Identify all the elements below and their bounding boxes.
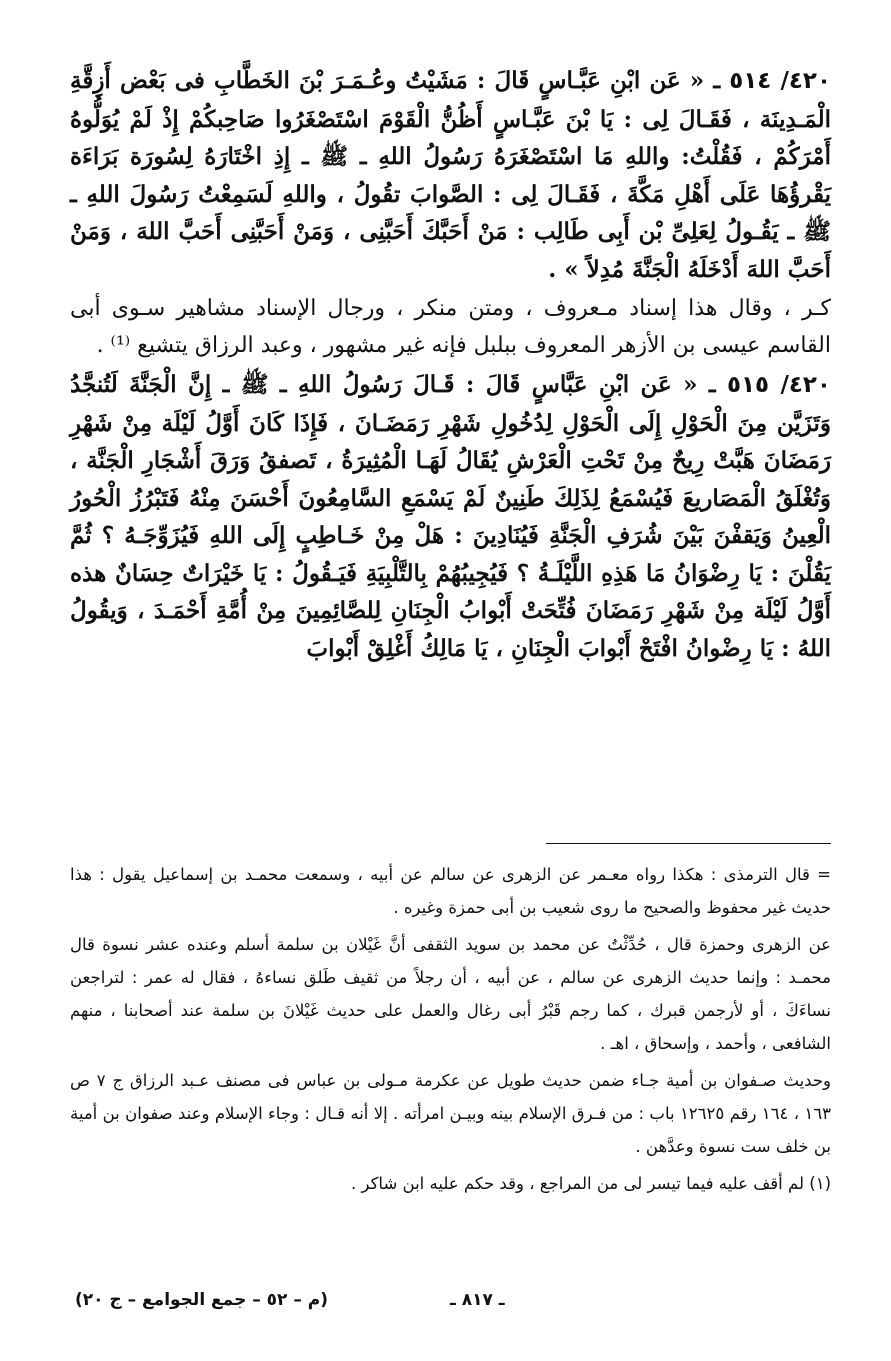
hadith-number: ٤٢٠/ ٥١٥ — [726, 372, 831, 398]
hadith-514 — [70, 62, 831, 288]
footnote: عن الزهرى وحمزة قال ، حُدِّثْتُ عن محمد بن سويد الثقفى أنَّ غَيْلان بن سلمة أسلم وعنده عشر نسوة قال محمـد : وإنما حديث الزهرى عن سالم ، عن أبيه ، أن رجلاً من ثقيف طَلق نساءهُ ، فقال له عمر : لتراجعن نساءَكَ ، أو لأرجمن قبرك ، كما رجم قَبْرُ أبى رغال والعمل على حديث غَيْلانَ بن سلمة عند أصحابنا ، منهم الشافعى ، وأحمد ، وإسحاق ، اهـ . — [70, 935, 831, 1053]
footnote: وحديث صـفوان بن أمية جـاء ضمن حديث طويل عن عكرمة مـولى بن عباس فى مصنف عـبد الرزاق ج ٧ ص ١٦٣ ، ١٦٤ رقم ١٢٦٢٥ باب : من فـرق الإسلام بينه وبيـن امرأته . إلا أنه قـال : وجاء الإسلام وعند صفوان بن أمية بن خلف ست نسوة وعدَّهن . — [70, 1071, 832, 1156]
volume-signature: (م – ٥٢ – جمع الجوامع – ج ٢٠) — [75, 1290, 329, 1310]
hadith-number: ٤٢٠/ ٥١٤ — [729, 68, 831, 94]
page-number: ـ ٨١٧ ـ — [450, 1290, 505, 1310]
hadith-text: ـ « عَن ابْنِ عَبَّـاسٍ قَالَ : مَشَيْتُ وعُـمَـرَ بْنَ الخَطَّابِ فى بَعْض أَزِقَّةِ الْمَـدِينَة ، فَقَـالَ لِى : يَا بْنَ عَبَّـاسٍ أَظُنُّ الْقَوْمَ اسْتَصْغَرُوا صَاحِبكُمْ إِذْ لَمْ يُوَلُّوهُ أَمْرَكُمْ ، فَقُلْتُ: واللهِ مَا اسْتَصْغَرَهُ رَسُولُ اللهِ ـ ﷺ ـ إِذِ اخْتَارَهُ لِسُورَة بَرَاءَة يَقْرؤُهَا عَلَى أَهْلِ مَكَّةَ ، فَقَـالَ لِى : الصَّوابَ تقُولُ ، واللهِ لَسَمِعْتُ رَسُولَ اللهِ ـ ﷺ ـ يَقُـولُ لِعَلِىِّ بْن أَبِى طَالِب : مَنْ أَحَبَّكَ أَحَبَّنِى ، وَمَنْ أَحَبَّنِى أَحَبَّ اللهَ ، وَمَنْ أَحَبَّ اللهَ أَدْخَلَهُ الْجَنَّةَ مُدِلاً » . — [70, 67, 831, 283]
main-text — [70, 60, 831, 667]
commentary: كـر ، وقال هذا إسناد مـعروف ، ومتن منكر ، ورجال الإسناد مشاهير سـوى أبى القاسم عيسى بن الأزهر المعروف ببلبل فإنه غير مشهور ، وعبد الرزاق يتشيع ⁽¹⁾ . — [70, 296, 831, 358]
footnote: = قال الترمذى : هكذا رواه معـمر عن الزهرى عن سالم عن أبيه ، وسمعت محمـد بن إسماعيل يقول : هذا حديث غير محفوظ والصحيح ما روى شعيب بن أبى حمزة وغيره . — [70, 865, 831, 917]
footnote-separator — [546, 843, 831, 844]
footnotes — [70, 858, 831, 1204]
page-footer — [70, 1290, 831, 1320]
footnote: (١) لم أقف عليه فيما تيسر لى من المراجع ، وقد حكم عليه ابن شاكر . — [350, 1174, 831, 1193]
hadith-text: ـ « عَن ابْنِ عَبَّاسٍ قَالَ : قَـالَ رَسُولُ اللهِ ـ ﷺ ـ إِنَّ الْجَنَّةَ لَتُنجَّدُ وَتَزَيَّن مِنَ الْحَوْلِ إِلَى الْحَوْلِ لِدُخُولِ شَهْرِ رَمَضَـانَ ، فَإِذَا كَانَ أَوَّلُ لَيْلَة مِنْ شَهْرِ رَمَضَانَ هَبَّتْ رِيحٌ مِنْ تَحْتِ الْعَرْشِ يُقَالُ لَهَـا الْمُثِيرَةُ ، تَصفقُ وَرَقَ أَشْجَارِ الْجَنَّة ، وَتُغْلَقُ الْمَصَاريعَ فَيُسْمَعُ لِذَلِكَ طَنِينٌ لَمْ يَسْمَعِ السَّامِعُونَ أَحْسَنَ مِنْهُ فَتَبْرُزُ الْحُورُ الْعِينُ وَيَقفْنَ بَيْنَ شُرَفِ الْجَنَّةِ فَيُنَادِينَ : هَلْ مِنْ خَـاطِبٍ إِلَى اللهِ فَيُزَوِّجَـهُ ؟ ثُمَّ يَقُلْنَ : يَا رِضْوَانُ مَا هَذِهِ اللَّيْلَـةُ ؟ فَيُجِيبُهُمْ بِالتَّلْبِيَةِ فَيَـقُولُ : يَا خَيْرَاتٌ حِسَانٌ هذه أَوَّلُ لَيْلَة مِنْ شَهْرِ رَمَضَانَ فُتِّحَتْ أَبْوابُ الْجِنَانِ لِلصَّائِمِينَ مِنْ أُمَّةِ أَحْمَـدَ ، وَيقُولُ اللهُ : يَا رِضْوانُ افْتَحْ أَبْوابَ الْجِنَانِ ، يَا مَالِكُ أَغْلِقْ أَبْوابَ — [70, 371, 831, 662]
hadith-515 — [70, 366, 831, 667]
